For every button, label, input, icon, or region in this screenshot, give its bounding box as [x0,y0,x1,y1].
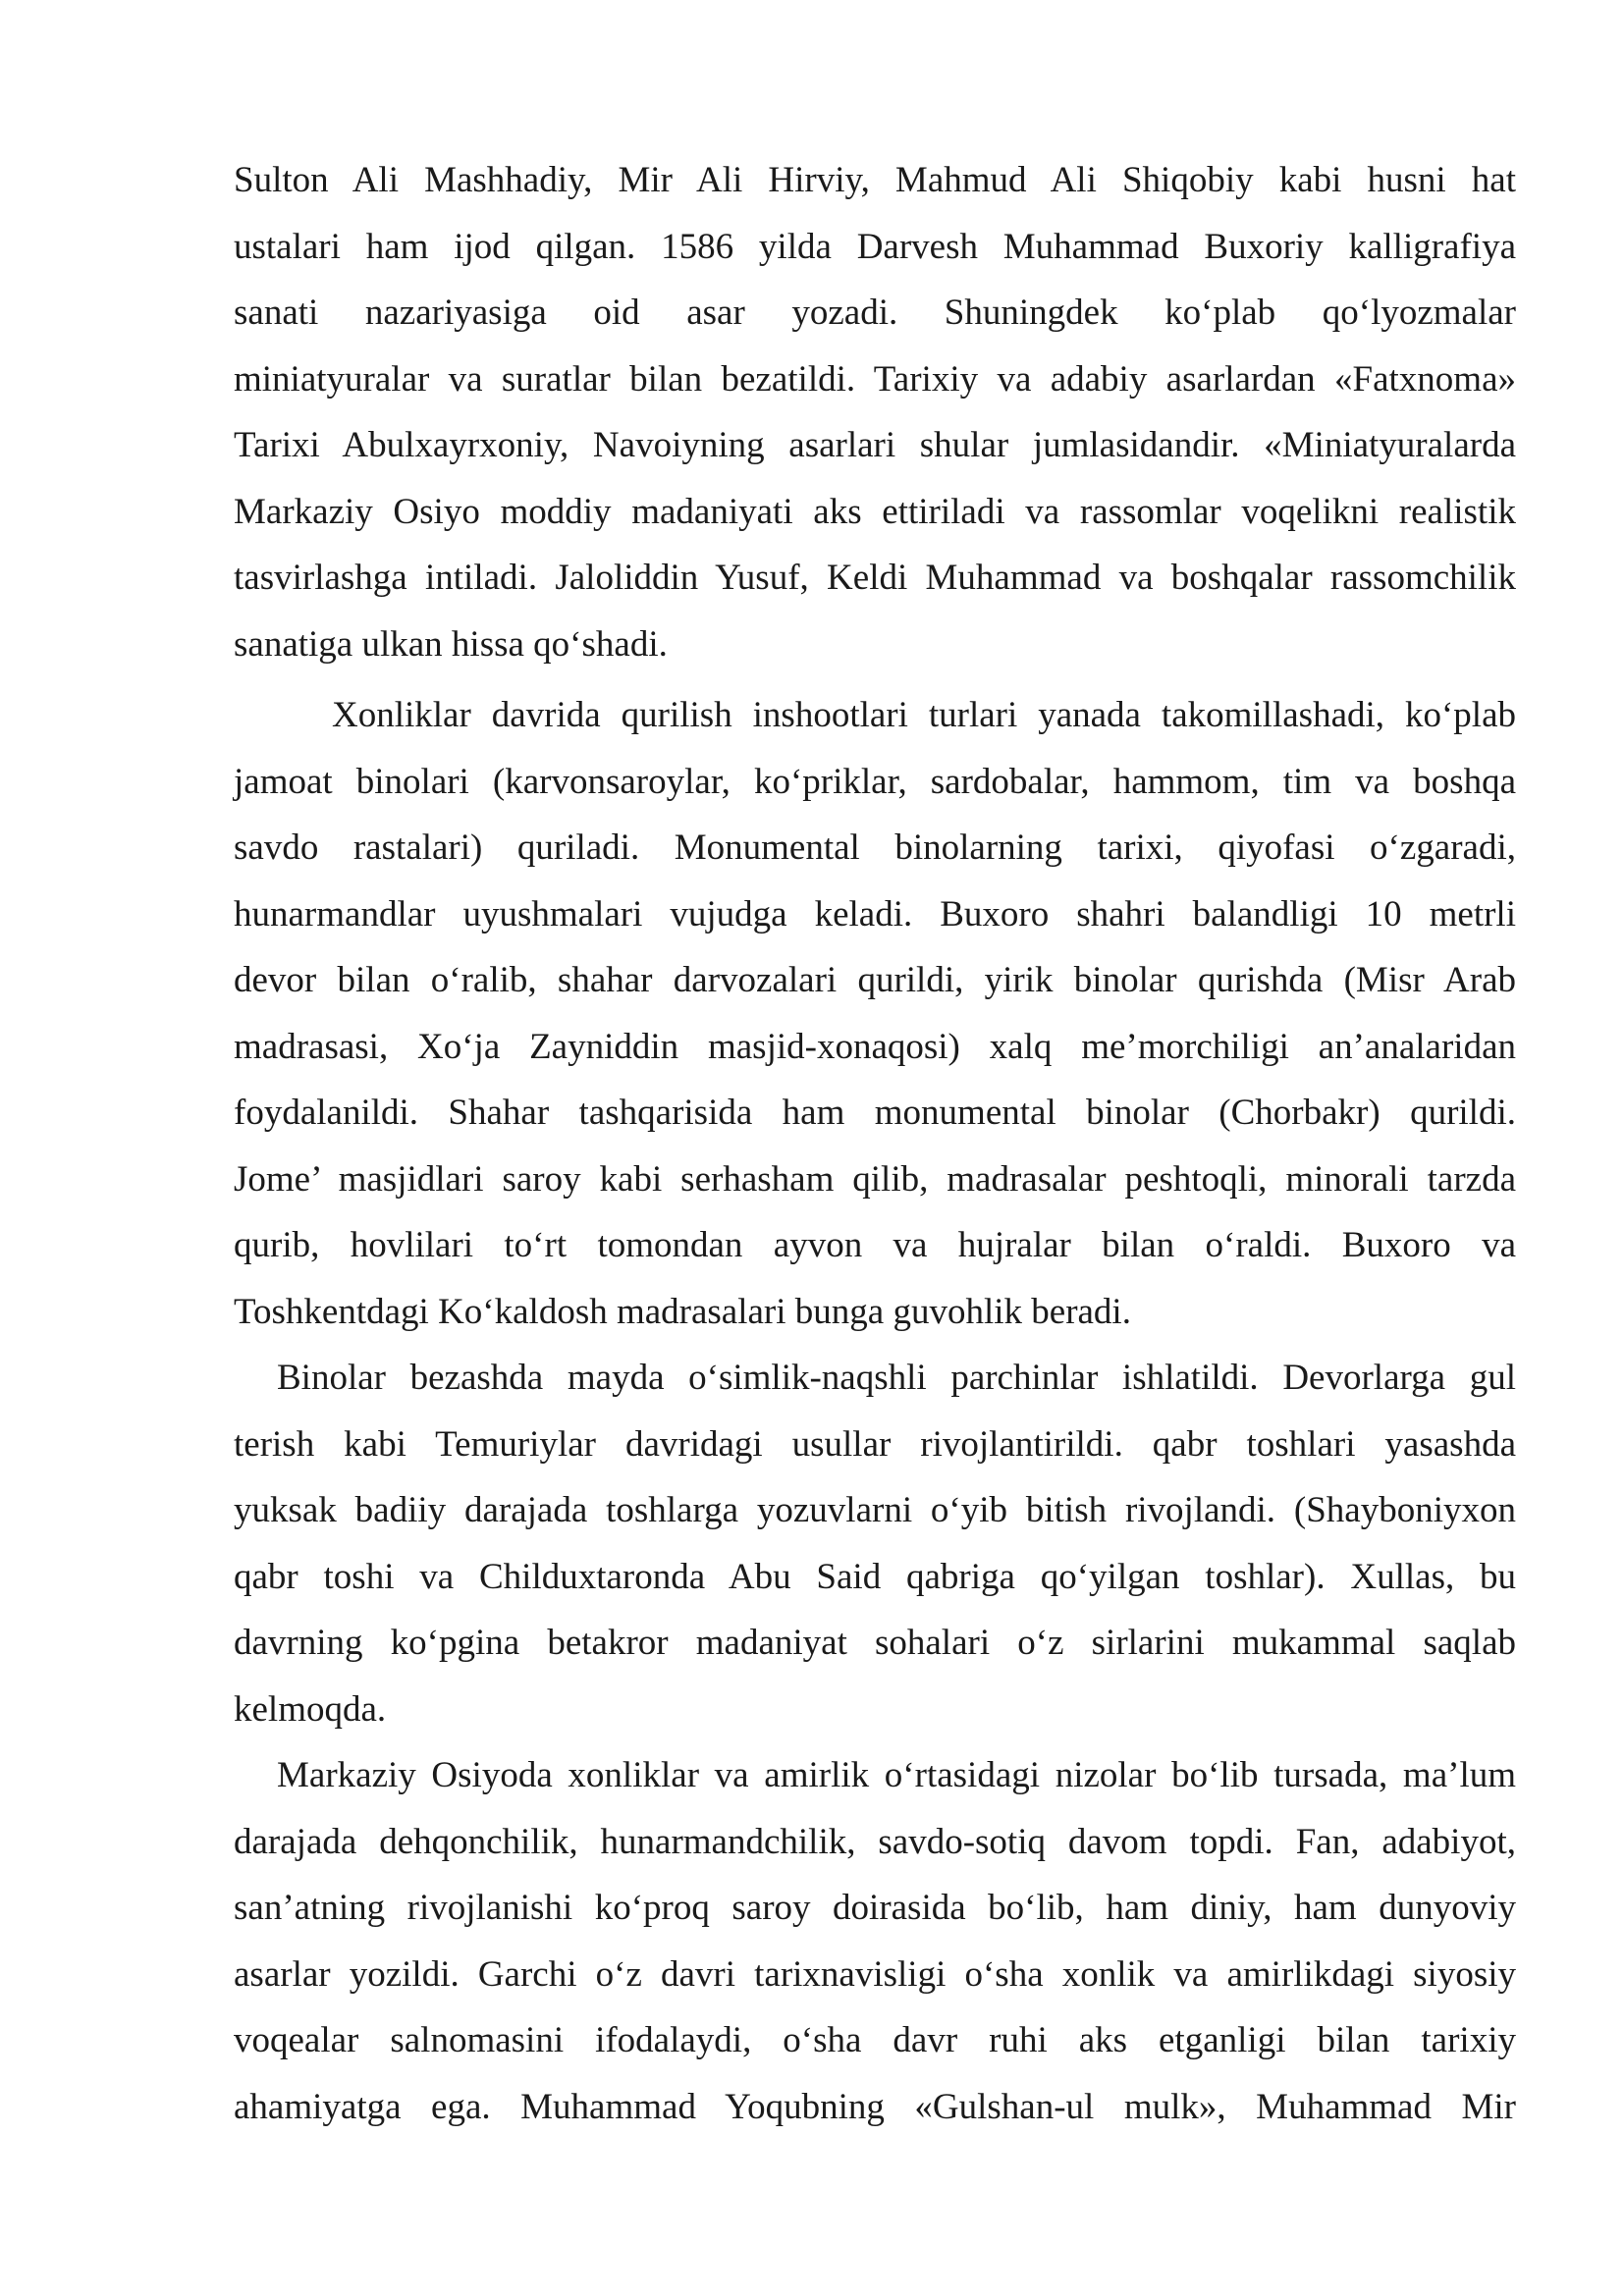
text-line: madrasasi, Xo‘ja Zayniddin masjid-xonaqosi) xalq me’morchiligi an’analaridan [234,1026,1516,1067]
text-line: ustalari ham ijod qilgan. 1586 yilda Darvesh Muhammad Buxoriy kalligrafiya [234,226,1516,267]
text-line: yuksak badiiy darajada toshlarga yozuvlarni o‘yib bitish rivojlandi. (Shayboniyxon [234,1490,1516,1530]
text-line: Markaziy Osiyoda xonliklar va amirlik o‘rtasidagi nizolar bo‘lib tursada, ma’lum [277,1755,1516,1795]
text-line: asarlar yozildi. Garchi o‘z davri tarixnavisligi o‘sha xonlik va amirlikdagi siyosiy [234,1953,1516,1995]
text-line: Tarixi Abulxayrxoniy, Navoiyning asarlari shular jumlasidandir. «Miniatyuralarda [234,425,1516,465]
text-line: savdo rastalari) quriladi. Monumental binolarning tarixi, qiyofasi o‘zgaradi, [234,828,1516,868]
text-line: san’atning rivojlanishi ko‘proq saroy doirasida bo‘lib, ham diniy, ham dunyoviy [234,1888,1516,1928]
text-line: darajada dehqonchilik, hunarmandchilik, savdo-sotiq davom topdi. Fan, adabiyot, [234,1821,1516,1862]
text-line: miniatyuralar va suratlar bilan bezatildi. Tarixiy va adabiy asarlardan «Fatxnoma» [234,358,1516,400]
paragraph-3 [234,1345,1516,1742]
document-body [234,147,1516,2140]
text-line: Jome’ masjidlari saroy kabi serhasham qilib, madrasalar peshtoqli, minorali tarzda [234,1158,1516,1200]
text-line: foydalanildi. Shahar tashqarisida ham monumental binolar (Chorbakr) qurildi. [234,1093,1516,1133]
text-line: Binolar bezashda mayda o‘simlik-naqshli parchinlar ishlatildi. Devorlarga gul [277,1358,1516,1398]
text-line: jamoat binolari (karvonsaroylar, ko‘priklar, sardobalar, hammom, tim va boshqa [234,761,1516,802]
text-line: Sulton Ali Mashhadiy, Mir Ali Hirviy, Mahmud Ali Shiqobiy kabi husni hat [234,160,1516,200]
text-line: Xonliklar davrida qurilish inshootlari turlari yanada takomillashadi, ko‘plab [332,695,1516,735]
text-line: sanatiga ulkan hissa qo‘shadi. [234,623,668,665]
text-line: ahamiyatga ega. Muhammad Yoqubning «Gulshan-ul mulk», Muhammad Mir [234,2086,1516,2127]
text-line: devor bilan o‘ralib, shahar darvozalari qurildi, yirik binolar qurishda (Misr Arab [234,960,1516,1000]
text-line: terish kabi Temuriylar davridagi usullar rivojlantirildi. qabr toshlari yasashda [234,1423,1516,1465]
text-line: voqealar salnomasini ifodalaydi, o‘sha davr ruhi aks etganligi bilan tarixiy [234,2020,1516,2060]
paragraph-4 [234,1742,1516,2140]
text-line: tasvirlashga intiladi. Jaloliddin Yusuf, Keldi Muhammad va boshqalar rassomchilik [234,558,1516,598]
text-line: qabr toshi va Childuxtaronda Abu Said qabriga qo‘yilgan toshlar). Xullas, bu [234,1556,1516,1597]
text-line: sanati nazariyasiga oid asar yozadi. Shuningdek ko‘plab qo‘lyozmalar [234,293,1516,333]
text-line: Markaziy Osiyo moddiy madaniyati aks ettiriladi va rassomlar voqelikni realistik [234,491,1516,532]
text-line: kelmoqda. [234,1688,387,1730]
text-line: qurib, hovlilari to‘rt tomondan ayvon va hujralar bilan o‘raldi. Buxoro va [234,1225,1516,1265]
text-line: Toshkentdagi Ko‘kaldosh madrasalari bunga guvohlik beradi. [234,1291,1131,1332]
text-line: hunarmandlar uyushmalari vujudga keladi. Buxoro shahri balandligi 10 metrli [234,893,1516,934]
paragraph-2 [234,682,1516,1345]
text-line: davrning ko‘pgina betakror madaniyat sohalari o‘z sirlarini mukammal saqlab [234,1623,1516,1663]
paragraph-1 [234,147,1516,677]
